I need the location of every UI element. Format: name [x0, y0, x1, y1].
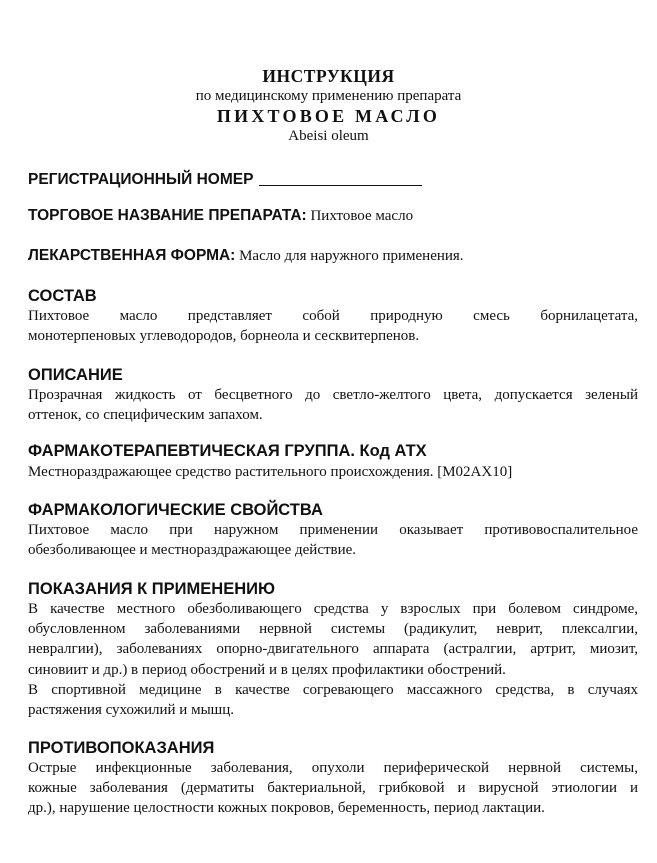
indications-text [28, 599, 638, 720]
text-line: кожные заболевания (дерматиты бактериальной, грибковой и вирусной этиологии и [28, 780, 638, 797]
text-line: оттенок, со специфическим запахом. [28, 407, 263, 424]
pharmacotherapeutic-group-heading: ФАРМАКОТЕРАПЕВТИЧЕСКАЯ ГРУППА. Код АТХ [28, 442, 427, 460]
text-line: монотерпеновых углеводородов, борнеола и сесквитерпенов. [28, 328, 420, 345]
text-line: В спортивной медицине в качестве согревающего массажного средства, в случаях [28, 681, 638, 698]
text-line: Местнораздражающее средство растительного происхождения. [M02AX10] [28, 464, 513, 480]
trade-name-row [28, 207, 413, 225]
trade-name-label: ТОРГОВОЕ НАЗВАНИЕ ПРЕПАРАТА: [28, 207, 307, 224]
description-text [28, 385, 638, 425]
text-line: Пихтовое масло представляет собой природную смесь борнилацетата, [28, 308, 638, 324]
composition-text [28, 306, 638, 346]
pharmacological-properties-text [28, 520, 638, 560]
indications-heading: ПОКАЗАНИЯ К ПРИМЕНЕНИЮ [28, 580, 275, 598]
composition-heading: СОСТАВ [28, 287, 97, 305]
contraindications-heading: ПРОТИВОПОКАЗАНИЯ [28, 739, 215, 757]
text-line: обусловленном заболеваниями нервной системы (радикулит, неврит, плексалгии, [28, 621, 638, 638]
description-heading: ОПИСАНИЕ [28, 366, 123, 384]
drug-name: ПИХТОВОЕ МАСЛО [216, 106, 441, 126]
registration-blank-line [259, 185, 422, 186]
registration-label: РЕГИСТРАЦИОННЫЙ НОМЕР [28, 171, 254, 188]
dosage-form-row [28, 247, 464, 265]
text-line: др.), нарушение целостности кожных покровов, беременность, период лактации. [28, 800, 545, 817]
dosage-form-value: Масло для наружного применения. [239, 248, 464, 264]
text-line: растяжения сухожилий и мышц. [28, 701, 234, 718]
pharmacological-properties-heading: ФАРМАКОЛОГИЧЕСКИЕ СВОЙСТВА [28, 501, 323, 519]
contraindications-text [28, 758, 638, 819]
text-line: невралгии), заболеваниях опорно-двигательного аппарата (астралгии, артрит, миозит, [28, 641, 638, 658]
document-title: ИНСТРУКЦИЯ [262, 66, 395, 86]
text-line: синовиит и др.) в период обострений и в целях профилактики обострений. [28, 661, 506, 678]
text-line: В качестве местного обезболивающего средства у взрослых при болевом синдроме, [28, 601, 638, 617]
document-subtitle: по медицинскому применению препарата [195, 88, 462, 104]
text-line: Острые инфекционные заболевания, опухоли периферической нервной системы, [28, 760, 638, 776]
latin-name: Abeisi oleum [288, 128, 369, 144]
dosage-form-label: ЛЕКАРСТВЕННАЯ ФОРМА: [28, 247, 236, 264]
text-line: Прозрачная жидкость от бесцветного до светло-желтого цвета, допускается зеленый [28, 387, 638, 403]
registration-row [28, 171, 422, 189]
text-line: Пихтовое масло при наружном применении оказывает противовоспалительное [28, 522, 638, 538]
pharmacotherapeutic-group-text [28, 462, 638, 482]
text-line: обезболивающее и местнораздражающее действие. [28, 542, 357, 559]
trade-name-value: Пихтовое масло [310, 208, 414, 224]
